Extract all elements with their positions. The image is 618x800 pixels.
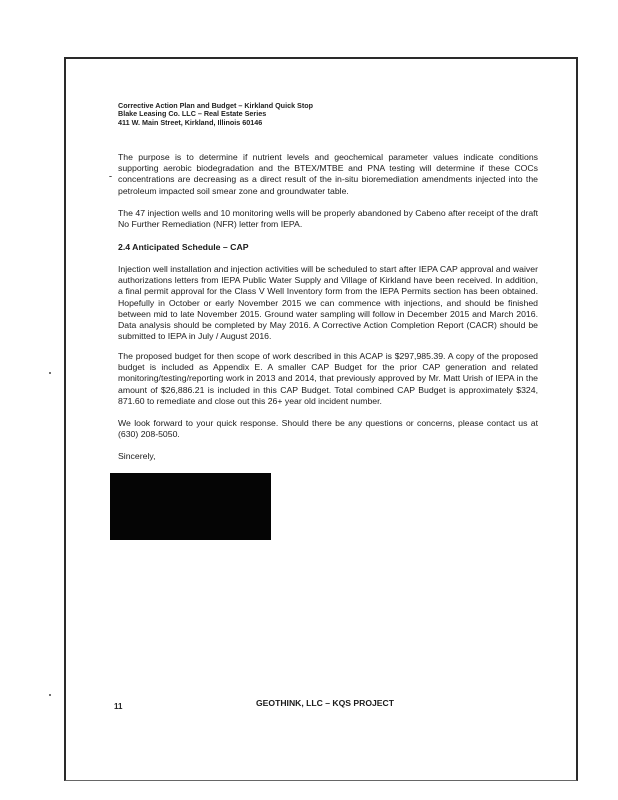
- paragraph-budget: The proposed budget for then scope of work described in this ACAP is $297,985.39. A copy of the proposed budget is included as Appendix E. A smaller CAP Budget for the prior CAP generation and related monitoring/testing/reporting work in 2013 and 2014, that previously approved by Mr. Matt Urish of IEPA in the amount of $26,886.21 is included in this CAP Budget. Total combined CAP Budget is approximately $324, 871.60 to remediate and close out this 26+ year old incident number.: [118, 351, 538, 406]
- signature-redaction-box: [110, 473, 271, 540]
- footer-project-title: GEOTHINK, LLC – KQS PROJECT: [256, 698, 394, 708]
- paragraph-well-abandonment: The 47 injection wells and 10 monitoring wells will be properly abandoned by Cabeno after receipt of the draft No Further Remediation (NFR) letter from IEPA.: [118, 208, 538, 230]
- scan-speck: [49, 372, 51, 374]
- document-header: [118, 102, 313, 127]
- scan-speck: [109, 176, 112, 177]
- closing-salutation: Sincerely,: [118, 451, 156, 461]
- paragraph-contact: We look forward to your quick response. Should there be any questions or concerns, please contact us at (630) 208-5050.: [118, 418, 538, 440]
- page-number: 11: [114, 702, 123, 711]
- header-address-line: 411 W. Main Street, Kirkland, Illinois 60146: [118, 117, 263, 127]
- paragraph-schedule: Injection well installation and injection activities will be scheduled to start after IEPA CAP approval and waiver authorizations letters from IEPA Public Water Supply and Village of Kirkland have been received. In addition, a final permit approval for the Class V Well Inventory form from the IEPA Permits section has been obtained. Hopefully in October or early November 2015 we can commence with injections, and should be finished between mid to late November 2015. Ground water sampling will follow in December 2015 and March 2016. Data analysis should be completed by May 2016. A Corrective Action Completion Report (CACR) should be submitted to IEPA in July / August 2016.: [118, 264, 538, 342]
- paragraph-purpose: The purpose is to determine if nutrient levels and geochemical parameter values indicate conditions supporting aerobic biodegradation and the BTEX/MTBE and PNA testing will determine if these COCs concentrations are decreasing as a direct result of the in-situ bioremediation amendments injected into the petroleum impacted soil smear zone and groundwater table.: [118, 152, 538, 196]
- header-client-line: Blake Leasing Co. LLC – Real Estate Series: [118, 109, 267, 119]
- section-heading-schedule: 2.4 Anticipated Schedule – CAP: [118, 242, 249, 252]
- scan-speck: [49, 694, 51, 696]
- header-project-line: Corrective Action Plan and Budget – Kirkland Quick Stop: [118, 101, 314, 110]
